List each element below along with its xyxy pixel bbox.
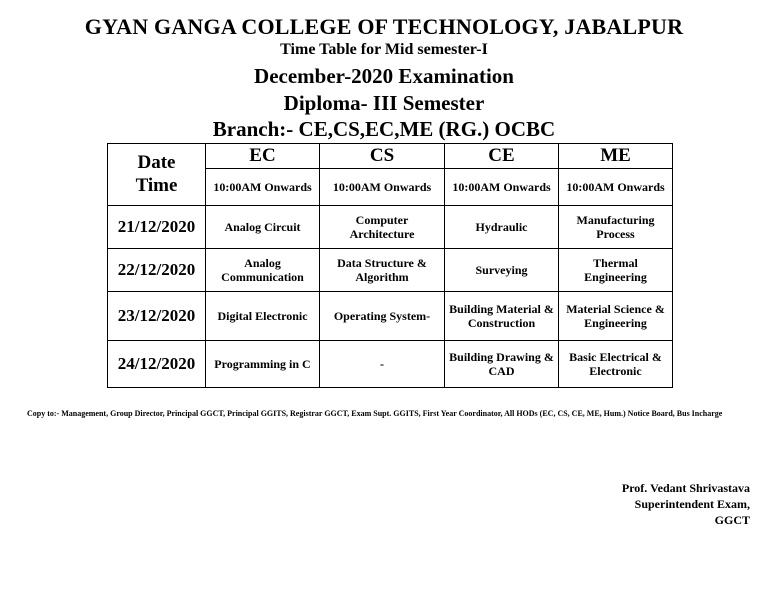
- copy-to-note: Copy to:- Management, Group Director, Principal GGCT, Principal GGITS, Registrar GGCT, Exam Supt. GGITS, First Year Coordinator, All HODs (EC, CS, CE, ME, Hum.) Notice Board, Bus Incharge: [27, 409, 723, 418]
- subject-cell: Thermal Engineering: [559, 249, 673, 292]
- table-row: [108, 249, 673, 292]
- branch-header-ec: EC: [206, 144, 320, 169]
- subject-cell: Computer Architecture: [320, 206, 445, 249]
- subject-cell: Manufacturing Process: [559, 206, 673, 249]
- signatory-name: Prof. Vedant Shrivastava: [621, 481, 750, 495]
- exam-title: December-2020 Examination: [254, 64, 514, 88]
- row-date: 23/12/2020: [108, 292, 206, 341]
- timing-ec: 10:00AM Onwards: [206, 169, 320, 206]
- subject-cell: Analog Circuit: [206, 206, 320, 249]
- subject-cell: Building Drawing & CAD: [445, 341, 559, 388]
- subject-cell: -: [320, 341, 445, 388]
- row-date: 21/12/2020: [108, 206, 206, 249]
- row-date: 22/12/2020: [108, 249, 206, 292]
- timetable: [107, 143, 673, 388]
- branch-header-cs: CS: [320, 144, 445, 169]
- subject-cell: Programming in C: [206, 341, 320, 388]
- table-row: [108, 206, 673, 249]
- subject-cell: Surveying: [445, 249, 559, 292]
- college-name: GYAN GANGA COLLEGE OF TECHNOLOGY, JABALPUR: [84, 14, 684, 39]
- branch-title: Branch:- CE,CS,EC,ME (RG.) OCBC: [212, 117, 556, 141]
- signatory-org: GGCT: [714, 513, 750, 528]
- signature-block: [622, 480, 750, 529]
- signatory-title: Superintendent Exam,: [634, 497, 750, 512]
- subject-cell: Hydraulic: [445, 206, 559, 249]
- subject-cell: Digital Electronic: [206, 292, 320, 341]
- table-row: [108, 341, 673, 388]
- subject-cell: Analog Communication: [206, 249, 320, 292]
- row-date: 24/12/2020: [108, 341, 206, 388]
- subject-cell: Basic Electrical & Electronic: [559, 341, 673, 388]
- timing-me: 10:00AM Onwards: [559, 169, 673, 206]
- subject-cell: Material Science & Engineering: [559, 292, 673, 341]
- subject-cell: Data Structure & Algorithm: [320, 249, 445, 292]
- timetable-subtitle: Time Table for Mid semester-I: [280, 41, 488, 58]
- semester-title: Diploma- III Semester: [283, 91, 485, 115]
- date-time-header: [108, 144, 206, 206]
- branch-header-ce: CE: [445, 144, 559, 169]
- time-label: Time: [135, 174, 178, 196]
- timing-cs: 10:00AM Onwards: [320, 169, 445, 206]
- subject-cell: Building Material & Construction: [445, 292, 559, 341]
- date-label: Date: [137, 151, 176, 173]
- timing-ce: 10:00AM Onwards: [445, 169, 559, 206]
- header-row: [108, 144, 673, 169]
- subject-cell: Operating System-: [320, 292, 445, 341]
- table-row: [108, 292, 673, 341]
- branch-header-me: ME: [559, 144, 673, 169]
